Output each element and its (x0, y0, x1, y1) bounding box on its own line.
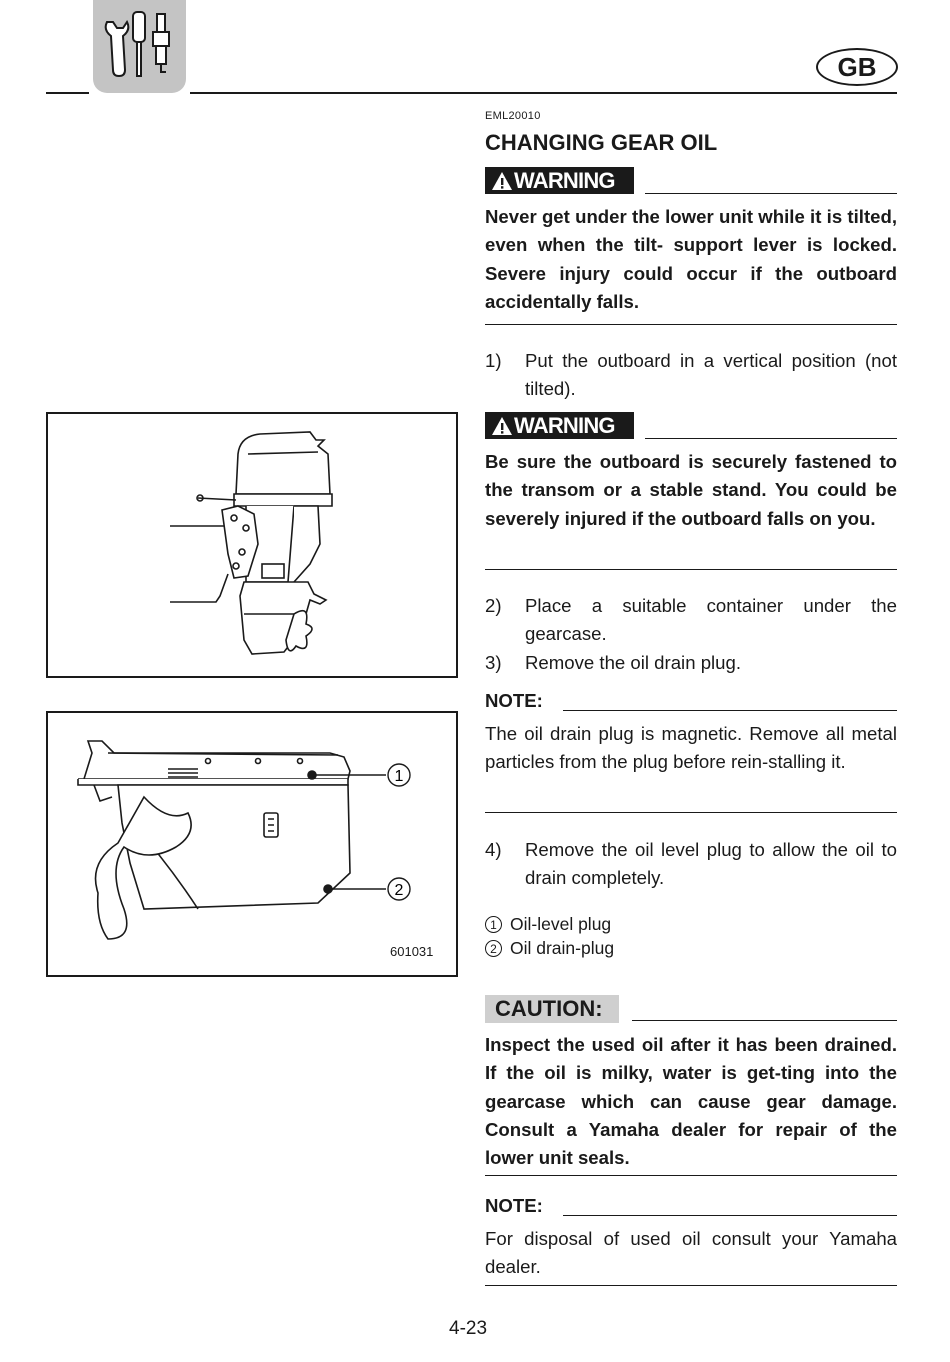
page-number: 4-23 (449, 1318, 488, 1339)
step-number: 4) (485, 839, 502, 860)
note-rule (563, 1215, 897, 1216)
step-text: Remove the oil drain plug. (525, 652, 742, 673)
warning-text: Be sure the outboard is securely fastened to the transom or a stable stand. You could be severely injured if the outboard falls on you. (485, 451, 897, 529)
legend-item (485, 914, 611, 935)
warning-text: Never get under the lower unit while it is tilted, even when the tilt- support lever is locked. Severe injury could occur if the outboard accidentally falls. (485, 206, 897, 312)
warning-end-rule (485, 324, 897, 325)
warning-triangle-icon (491, 171, 513, 191)
caution-text: Inspect the used oil after it has been drained. If the oil is milky, water is get-ting into the gearcase which can cause gear damage. Consult a Yamaha dealer for repair of the lower unit seals. (485, 1034, 897, 1169)
warning-label: WARNING (485, 167, 634, 194)
caution-rule (632, 1020, 897, 1021)
warning-end-rule (485, 569, 897, 570)
step-text: Place a suitable container under the gearcase. (525, 595, 897, 645)
note-end-rule (485, 812, 897, 813)
note-end-rule (485, 1285, 897, 1286)
figure-gearcase-plugs (46, 711, 458, 977)
caution-end-rule (485, 1175, 897, 1176)
legend-label: Oil-level plug (510, 914, 612, 934)
legend-item (485, 938, 614, 959)
callout-2: 2 (394, 882, 404, 899)
figure-code: 601031 (390, 944, 434, 959)
step-number: 3) (485, 652, 502, 673)
callout-marker: 1 (485, 916, 502, 933)
callout-marker: 2 (485, 940, 502, 957)
outboard-illustration (48, 414, 456, 676)
warning-rule (645, 438, 897, 439)
note-text: The oil drain plug is magnetic. Remove all metal particles from the plug before rein-stalling it. (485, 723, 897, 773)
note-label: NOTE: (485, 1195, 543, 1216)
header-rule-left (46, 92, 89, 94)
language-badge: GB (816, 48, 898, 86)
caution-label: CAUTION: (485, 995, 619, 1023)
callout-1: 1 (394, 768, 404, 785)
gearcase-illustration (48, 713, 456, 975)
legend-label: Oil drain-plug (510, 938, 615, 958)
warning-label: WARNING (485, 412, 634, 439)
header-rule-right (190, 92, 897, 94)
section-title: CHANGING GEAR OIL (485, 130, 718, 155)
warning-triangle-icon (491, 416, 513, 436)
step-number: 1) (485, 350, 502, 371)
step-text: Remove the oil level plug to allow the oil to drain completely. (525, 839, 897, 889)
note-text: For disposal of used oil consult your Yamaha dealer. (485, 1228, 897, 1278)
figure-outboard-vertical (46, 412, 458, 678)
warning-rule (645, 193, 897, 194)
note-label: NOTE: (485, 690, 543, 711)
tools-icon (93, 0, 186, 93)
step-number: 2) (485, 595, 502, 616)
note-rule (563, 710, 897, 711)
section-code: EML20010 (485, 110, 541, 122)
step-text: Put the outboard in a vertical position (not tilted). (525, 350, 897, 400)
